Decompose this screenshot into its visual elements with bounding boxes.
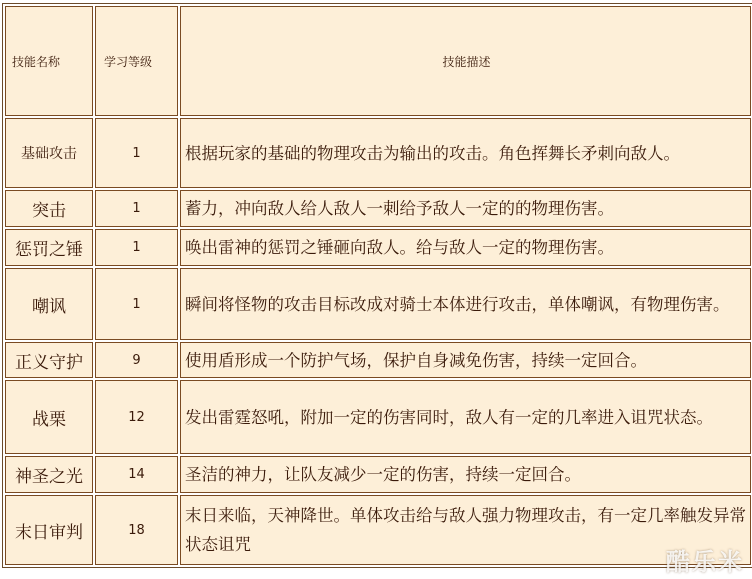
skill-name-cell: 末日审判 (5, 495, 93, 565)
skill-level-cell: 1 (95, 229, 178, 266)
skill-name-cell: 突击 (5, 190, 93, 227)
table-row (5, 342, 751, 378)
table-row (5, 268, 751, 340)
skill-desc-cell: 瞬间将怪物的攻击目标改成对骑士本体进行攻击，单体嘲讽，有物理伤害。 (180, 268, 751, 340)
header-learn-level: 学习等级 (95, 6, 178, 116)
skill-level-cell: 1 (95, 118, 178, 188)
table-row (5, 190, 751, 227)
skill-name-cell: 惩罚之锤 (5, 229, 93, 266)
table-row (5, 495, 751, 565)
skills-table (2, 3, 752, 568)
skill-desc-cell: 末日来临，天神降世。单体攻击给与敌人强力物理攻击，有一定几率触发异常状态诅咒 (180, 495, 751, 565)
header-skill-desc: 技能描述 (180, 6, 751, 116)
skill-desc-cell: 蓄力，冲向敌人给人敌人一刺给予敌人一定的的物理伤害。 (180, 190, 751, 227)
skill-desc-cell: 发出雷霆怒吼，附加一定的伤害同时，敌人有一定的几率进入诅咒状态。 (180, 380, 751, 454)
skill-desc-cell: 使用盾形成一个防护气场，保护自身减免伤害，持续一定回合。 (180, 342, 751, 378)
skill-desc-cell: 圣洁的神力，让队友减少一定的伤害，持续一定回合。 (180, 456, 751, 493)
skill-name-cell: 正义守护 (5, 342, 93, 378)
skill-desc-cell: 根据玩家的基础的物理攻击为输出的攻击。角色挥舞长矛刺向敌人。 (180, 118, 751, 188)
skill-level-cell: 1 (95, 268, 178, 340)
skill-level-cell: 14 (95, 456, 178, 493)
table-row (5, 229, 751, 266)
header-skill-name: 技能名称 (5, 6, 93, 116)
table-header-row (5, 6, 751, 116)
table-row (5, 380, 751, 454)
skill-level-cell: 1 (95, 190, 178, 227)
skill-name-cell: 嘲讽 (5, 268, 93, 340)
skill-level-cell: 12 (95, 380, 178, 454)
skill-name-cell: 战栗 (5, 380, 93, 454)
table-row (5, 456, 751, 493)
skill-desc-cell: 唤出雷神的惩罚之锤砸向敌人。给与敌人一定的物理伤害。 (180, 229, 751, 266)
skill-level-cell: 18 (95, 495, 178, 565)
skill-level-cell: 9 (95, 342, 178, 378)
skill-name-cell: 神圣之光 (5, 456, 93, 493)
site-watermark: 酷乐米 (666, 548, 744, 576)
skill-name-cell: 基础攻击 (5, 118, 93, 188)
table-row (5, 118, 751, 188)
